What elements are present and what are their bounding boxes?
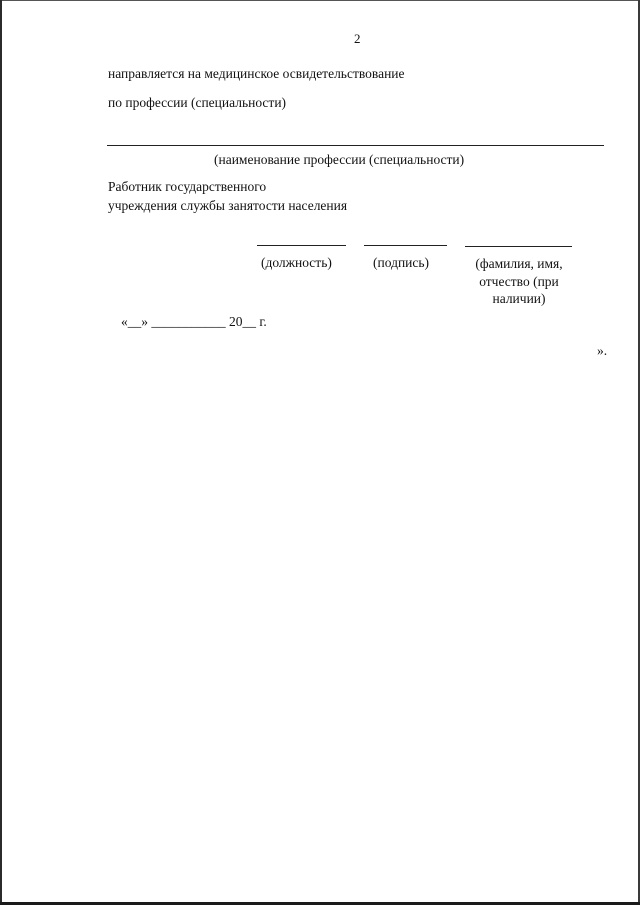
scan-edge-top (0, 0, 640, 1)
position-fill-line (257, 245, 346, 246)
signature-fill-line (364, 245, 447, 246)
full-name-caption: (фамилия, имя, отчество (при наличии) (475, 256, 563, 307)
closing-quote-mark: ». (597, 343, 608, 358)
worker-title-line1: Работник государственного (108, 179, 267, 194)
date-line: «__» ___________ 20__ г. (121, 314, 267, 329)
body-line-profession: по профессии (специальности) (108, 95, 287, 110)
worker-title-line2: учреждения службы занятости населения (108, 198, 348, 213)
page-number: 2 (354, 31, 361, 46)
profession-caption: (наименование профессии (специальности) (214, 152, 465, 167)
position-caption: (должность) (261, 255, 332, 270)
full-name-fill-line (465, 246, 572, 247)
scan-edge-left (0, 0, 2, 905)
body-line-referral: направляется на медицинское освидетельствование (108, 66, 405, 81)
signature-caption: (подпись) (373, 255, 430, 270)
profession-fill-line (107, 145, 604, 146)
